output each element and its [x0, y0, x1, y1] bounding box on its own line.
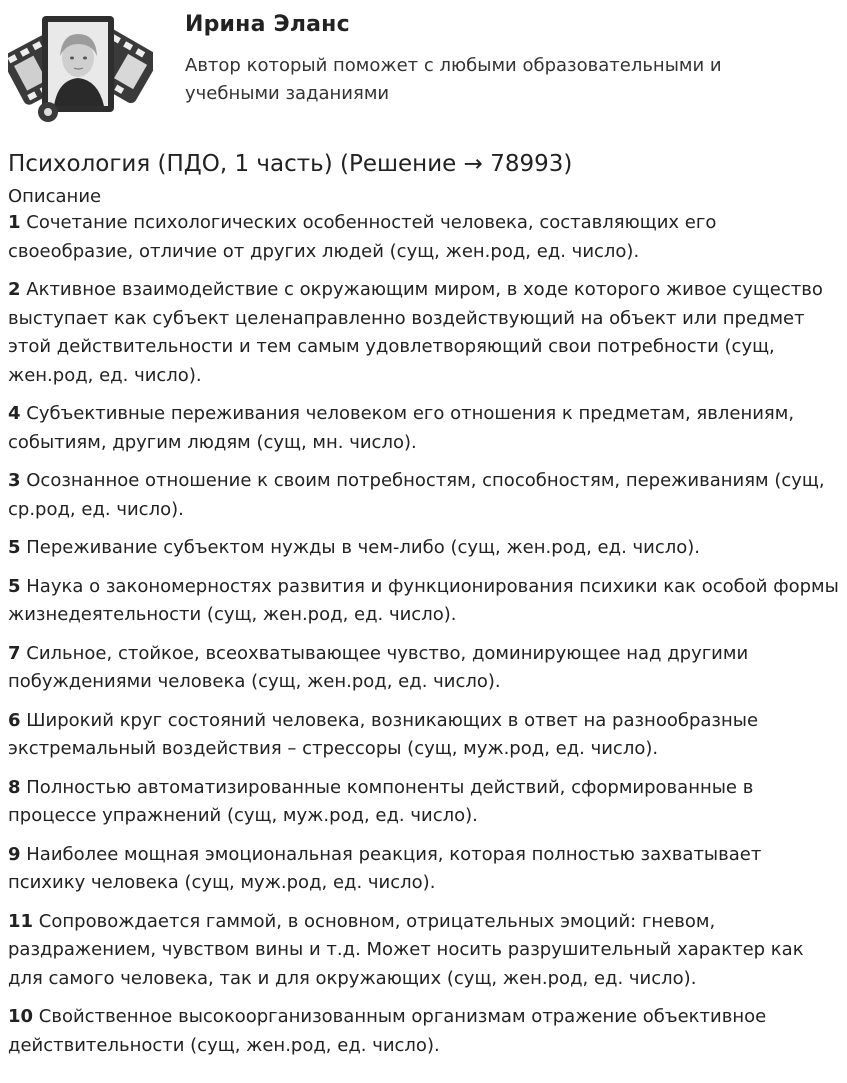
items-list	[8, 209, 843, 1060]
list-item	[8, 467, 843, 524]
item-text: Сочетание психологических особенностей человека, составляющих его своеобразие, отличие от других людей (сущ, жен.род, ед. число).	[8, 212, 717, 262]
item-number: 5	[8, 575, 21, 597]
item-number: 5	[8, 537, 21, 558]
item-text: Субъективные переживания человеком его отношения к предметам, явлениям, событиям, другим людям (сущ, мн. число).	[8, 403, 795, 453]
list-item	[8, 640, 843, 697]
item-text: Сильное, стойкое, всеохватывающее чувство, доминирующее над другими побуждениями человека (сущ, жен.род, ед. число).	[8, 642, 749, 692]
author-avatar	[8, 8, 153, 126]
item-text: Активное взаимодействие с окружающим миром, в ходе которого живое существо выступает как субъект целенаправленно воздействующий на объект или предмет этой действительности и тем самым удовлетворяющий свои потребности (сущ, жен.род, ед. число).	[8, 279, 823, 386]
description-label: Описание	[8, 186, 102, 207]
item-number: 11	[8, 910, 34, 932]
page-title: Психология (ПДО, 1 часть) (Решение → 78993)	[8, 151, 573, 177]
item-number: 4	[8, 403, 21, 424]
item-number: 6	[8, 709, 21, 731]
list-item	[8, 276, 843, 390]
list-item	[8, 400, 843, 457]
item-text: Свойственное высокоорганизованным организмам отражение объективное действительности (сущ, жен.род, ед. число).	[8, 1006, 767, 1056]
author-card	[8, 8, 838, 126]
list-item	[8, 774, 843, 831]
list-item	[8, 1003, 843, 1060]
item-number: 9	[8, 843, 21, 865]
item-number: 7	[8, 642, 21, 664]
list-item	[8, 908, 843, 994]
list-item	[8, 707, 843, 764]
author-name: Ирина Эланс	[185, 12, 350, 37]
item-text: Переживание субъектом нужды в чем-либо (сущ, жен.род, ед. число).	[26, 537, 700, 558]
item-number: 10	[8, 1006, 34, 1027]
list-item	[8, 534, 843, 563]
author-description: Автор который поможет с любыми образовательными и учебными заданиями	[185, 55, 722, 104]
item-text: Полностью автоматизированные компоненты действий, сформированные в процессе упражнений (сущ, муж.род, ед. число).	[8, 776, 754, 826]
main-content	[8, 147, 843, 1070]
item-number: 8	[8, 776, 21, 798]
item-text: Сопровождается гаммой, в основном, отрицательных эмоций: гневом, раздражением, чувством вины и т.д. Может носить разрушительный характер как для самого человека, так и для окружающих (сущ, жен.род, ед. число).	[8, 910, 804, 989]
item-text: Наиболее мощная эмоциональная реакция, которая полностью захватывает психику человека (сущ, муж.род, ед. число).	[8, 843, 762, 893]
item-number: 1	[8, 212, 21, 233]
list-item	[8, 841, 843, 898]
list-item	[8, 573, 843, 630]
item-text: Широкий круг состояний человека, возникающих в ответ на разнообразные экстремальный воздействия – стрессоры (сущ, муж.род, ед. число).	[8, 709, 759, 759]
item-number: 3	[8, 470, 21, 491]
item-text: Наука о закономерностях развития и функционирования психики как особой формы жизнедеятельности (сущ, жен.род, ед. число).	[8, 575, 839, 625]
item-text: Осознанное отношение к своим потребностям, способностям, переживаниям (сущ, ср.род, ед. число).	[8, 470, 825, 520]
item-number: 2	[8, 279, 21, 300]
list-item	[8, 209, 843, 266]
